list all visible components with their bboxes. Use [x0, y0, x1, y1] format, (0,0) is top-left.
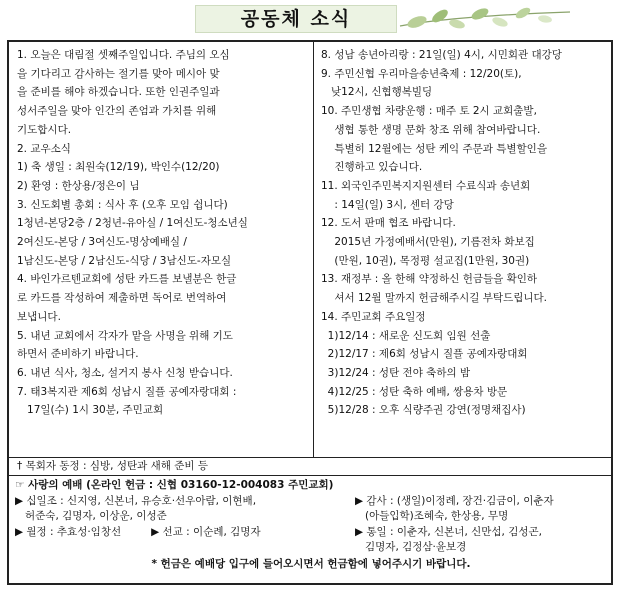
news-line: 을 준비를 해야 하겠습니다. 또한 인권주일과 [17, 86, 220, 99]
news-line: 을 기다리고 감사하는 절기를 맞아 메시아 맞 [17, 67, 220, 80]
offering-section [15, 478, 607, 572]
offering-cell: ▶ 통일 : 이춘자, 신본너, 신만섭, 김성곤, [355, 525, 542, 538]
news-line: 14. 주민교회 주요일정 [321, 310, 426, 323]
news-line: 7. 태3복지관 제6회 성남시 질플 공예자랑대회 : [17, 385, 237, 398]
news-line: 6. 내년 식사, 청소, 설거지 봉사 신청 받습니다. [17, 366, 233, 379]
column-divider [313, 42, 314, 457]
news-line: 2) 환영 : 한상용/정은이 님 [17, 179, 140, 192]
section-divider [9, 475, 611, 476]
news-line: 기도합시다. [17, 123, 72, 136]
news-line: 로 카드를 작성하여 제출하면 독어로 번역하여 [17, 292, 227, 305]
news-line: 4. 바인가르텐교회에 성탄 카드를 보낼분은 한글 [17, 273, 237, 286]
news-line: 1청년-본당2층 / 2청년-유아실 / 1여신도-청소년실 [17, 217, 248, 230]
offering-row [15, 525, 607, 541]
news-line: 10. 주민생협 차량운행 : 매주 토 2시 교회출발, [321, 105, 537, 118]
news-line: 셔서 12월 말까지 헌금해주시길 부탁드립니다. [321, 292, 547, 305]
news-line: 하면서 준비하기 바랍니다. [17, 348, 139, 361]
news-line: 5)12/28 : 오후 식량주권 강연(정명채집사) [321, 404, 526, 417]
news-line: 13. 재정부 : 올 한해 약정하신 헌금들을 확인하 [321, 273, 538, 286]
news-line: 성서주일을 맞아 인간의 존엄과 가치를 위해 [17, 105, 217, 118]
offering-row [15, 509, 607, 525]
news-columns [9, 42, 611, 457]
offering-cell: ▶ 감사 : (생일)이정례, 장건·김금이, 이춘자 [355, 494, 554, 507]
news-line: 생협 통한 생명 문화 창조 위해 참여바랍니다. [321, 123, 541, 136]
news-line: 11. 외국인주민복지지원센터 수료식과 송년회 [321, 179, 531, 192]
news-line: 특별히 12월에는 성탄 케익 주문과 특별할인을 [321, 142, 547, 155]
news-line: 2015년 가정예배서(만원), 기름전차 화보집 [321, 236, 535, 249]
news-line: 진행하고 있습니다. [321, 161, 423, 174]
page-title: 공동체 소식 [195, 5, 397, 33]
offering-row [15, 540, 607, 556]
offering-account: ☞ 사랑의 예배 (온라인 헌금 : 신협 03160-12-004083 주민교회) [15, 479, 334, 491]
offering-row [15, 494, 607, 510]
news-line: 4)12/25 : 성탄 축하 예배, 쌍용차 방문 [321, 385, 508, 398]
news-line: 1)12/14 : 새로운 신도회 임원 선출 [321, 329, 491, 342]
news-line: 1남신도-본당 / 2남신도-식당 / 3남신도-자모실 [17, 254, 232, 267]
news-line: : 14일(일) 3시, 센터 강당 [321, 198, 454, 211]
news-line: (만원, 10권), 목정평 설교집(1만원, 30권) [321, 254, 530, 267]
leaf-decoration-icon [395, 2, 575, 36]
news-line: 1) 축 생일 : 최원숙(12/19), 박인수(12/20) [17, 161, 220, 174]
news-line: 2)12/17 : 제6회 성남시 질플 공예자랑대회 [321, 348, 528, 361]
offering-cell: ▶ 월정 : 추효성·임창선 ▶ 선교 : 이순례, 김명자 [15, 525, 261, 538]
news-line: 3)12/24 : 성탄 전야 축하의 밤 [321, 366, 471, 379]
news-line: 낮12시, 신협행복빌딩 [321, 86, 433, 99]
news-line: 12. 도서 판매 협조 바랍니다. [321, 217, 456, 230]
header [0, 0, 621, 40]
news-line: 17일(수) 1시 30분, 주민교회 [17, 404, 164, 417]
news-line: 8. 성남 송년아리랑 : 21일(일) 4시, 시민회관 대강당 [321, 49, 562, 61]
offering-cell: 허준숙, 김명자, 이상운, 이성준 [15, 510, 167, 522]
news-line: 5. 내년 교회에서 각자가 맡을 사명을 위해 기도 [17, 329, 233, 342]
offering-cell: ▶ 십일조 : 신지영, 신본너, 유승호·선우아람, 이현배, [15, 494, 257, 507]
news-frame [7, 40, 613, 585]
pastor-activity: † 목회자 동정 : 심방, 성탄과 새해 준비 등 [17, 460, 208, 472]
news-line: 3. 신도회별 총회 : 식사 후 (오후 모임 쉽니다) [17, 198, 228, 211]
news-line: 1. 오늘은 대림절 셋째주일입니다. 주님의 오심 [17, 49, 230, 61]
news-line: 9. 주민신협 우리마을송년축제 : 12/20(토), [321, 67, 522, 80]
offering-notice: * 헌금은 예배당 입구에 들어오시면서 헌금함에 넣어주시기 바랍니다. [151, 557, 471, 570]
news-line: 2. 교우소식 [17, 142, 71, 155]
offering-cell: (아들입학)조혜숙, 한상용, 무명 [355, 510, 509, 522]
offering-cell: 김명자, 김정삼·윤보경 [355, 541, 467, 553]
right-column [321, 46, 607, 420]
news-line: 보냅니다. [17, 310, 61, 323]
offering-cell [15, 540, 355, 556]
news-line: 2여신도-본당 / 3여신도-명상예배실 / [17, 236, 187, 249]
left-column [17, 46, 311, 420]
